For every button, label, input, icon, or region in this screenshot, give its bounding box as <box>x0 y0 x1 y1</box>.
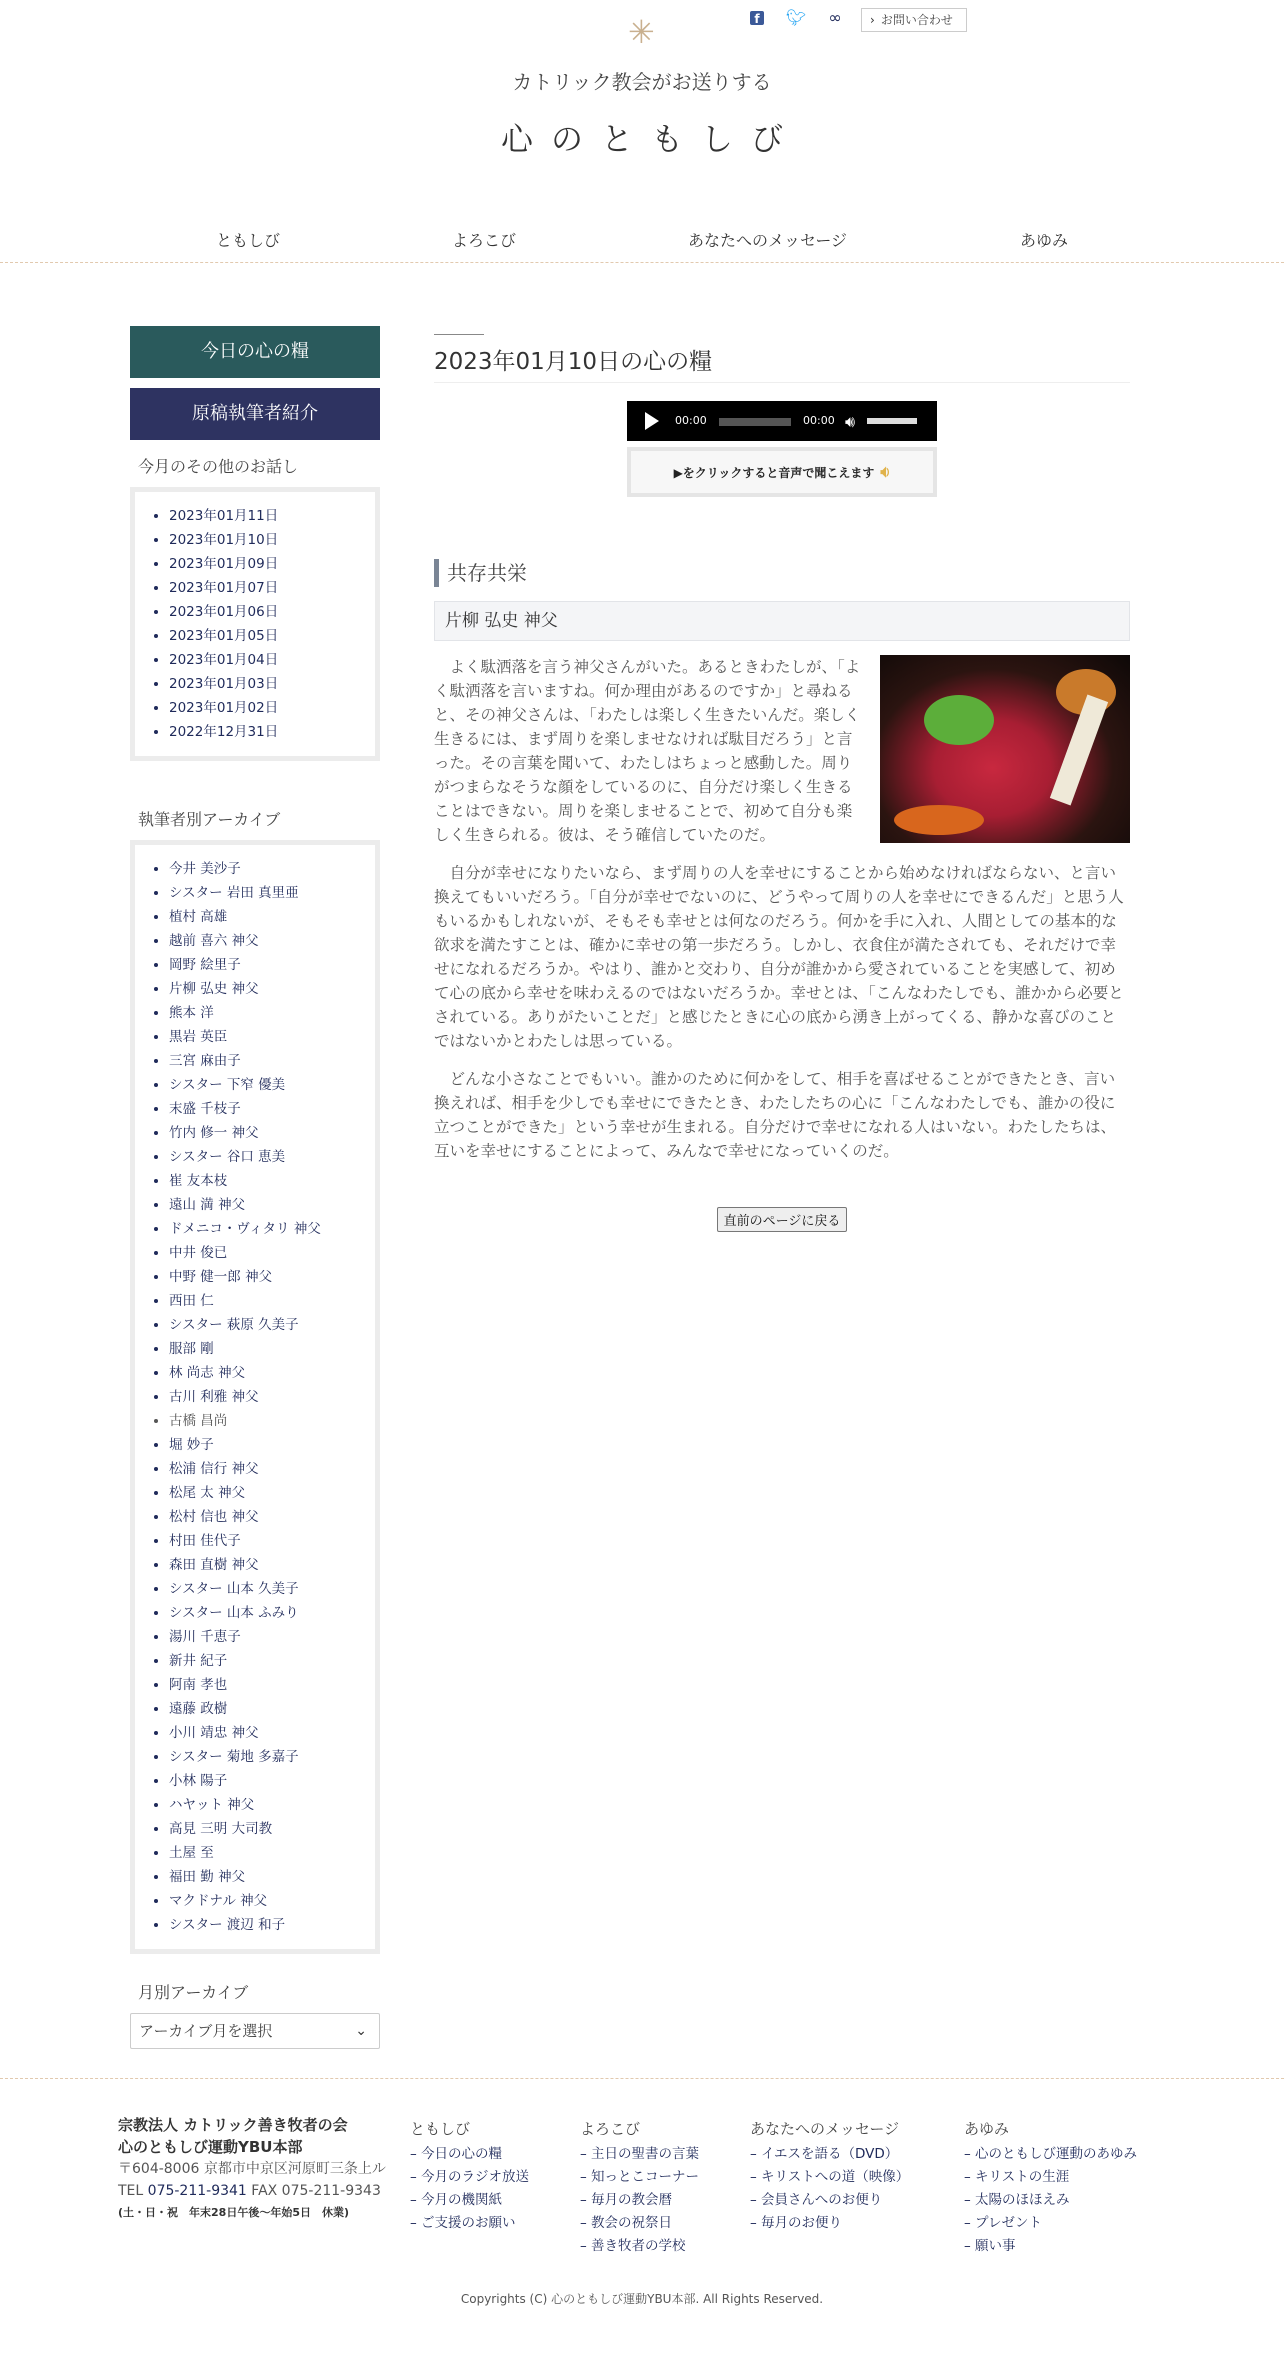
nav-item-message[interactable]: あなたへのメッセージ <box>688 231 848 250</box>
sparkle-icon: ✳ <box>628 13 655 51</box>
author-item[interactable]: • シスター 山本 ふみり <box>169 1601 375 1625</box>
author-item[interactable]: • 中井 俊已 <box>169 1241 375 1265</box>
author-item[interactable]: • 今井 美沙子 <box>169 857 375 881</box>
author-list <box>135 857 375 1937</box>
author-list-box <box>130 840 380 1954</box>
monthly-archive-heading: 月別アーカイブ <box>138 1983 249 2002</box>
footer-link[interactable]: – 会員さんへのお便り <box>750 2189 909 2212</box>
org-name-1: 宗教法人 カトリック善き牧者の会 <box>118 2116 348 2134</box>
footer-link[interactable]: – 心のともしび運動のあゆみ <box>964 2143 1137 2166</box>
author-item[interactable]: • 土屋 至 <box>169 1841 375 1865</box>
org-address: 〒604-8006 京都市中京区河原町三条上ル <box>118 2161 386 2177</box>
author-item[interactable]: • 福田 勤 神父 <box>169 1865 375 1889</box>
tel-number[interactable]: 075-211-9341 <box>147 2183 247 2199</box>
contact-button[interactable] <box>861 8 967 32</box>
author-item[interactable]: • 竹内 修一 神父 <box>169 1121 375 1145</box>
photo-vegetable-shape <box>924 695 994 745</box>
author-item[interactable]: • ドメニコ・ヴィタリ 神父 <box>169 1217 375 1241</box>
audio-hint <box>627 447 937 497</box>
author-item[interactable]: • 岡野 絵里子 <box>169 953 375 977</box>
author-item[interactable]: • 西田 仁 <box>169 1289 375 1313</box>
article-paragraph: よく駄洒落を言う神父さんがいた。あるときわたしが、「よく駄洒落を言いますね。何か理由があるのですか」と尋ねると、その神父さんは、「わたしは楽しく生きたいんだ。楽しく生きるには、まず周りを楽しませなければ駄目だろう」と言った。その言葉を聞いて、わたしはちょっと感動した。周りがつまらなそうな顔をしているのに、自分だけ楽しく生きることはできない。周りを楽しませることで、初めて自分も楽しく生きられる。彼は、そう確信していたのだ。 <box>434 658 861 844</box>
copyright: Copyrights (C) 心のともしび運動YBU本部. All Rights Reserved. <box>460 2292 824 2306</box>
month-item[interactable]: • 2023年01月07日 <box>169 576 375 600</box>
month-item[interactable]: • 2023年01月06日 <box>169 600 375 624</box>
fax-number: FAX 075-211-9343 <box>251 2183 381 2199</box>
article-paragraph: どんな小さなことでもいい。誰かのために何かをして、相手を喜ばせることができたとき、言い換えれば、相手を少しでも幸せにできたとき、わたしたちの心に「こんなわたしでも、誰かの役に立つことができた」という幸せが生まれる。自分だけで幸せになれる人はいない。わたしたちは、互いを幸せにすることによって、みんなで幸せになっていくのだ。 <box>434 1070 1117 1160</box>
author-item[interactable]: • 村田 佳代子 <box>169 1529 375 1553</box>
author-item[interactable]: • 阿南 孝也 <box>169 1673 375 1697</box>
archive-month-select[interactable] <box>130 2013 380 2049</box>
footer-link[interactable]: – キリストの生涯 <box>964 2166 1137 2189</box>
footer-link[interactable]: – 今日の心の糧 <box>410 2143 529 2166</box>
site-tagline: カトリック教会がお送りする <box>512 70 772 94</box>
footer-col-heading[interactable]: あなたへのメッセージ <box>750 2120 900 2138</box>
footer-col-message <box>750 2118 909 2235</box>
author-item[interactable]: • 古橋 昌尚 <box>169 1409 375 1433</box>
author-item[interactable]: • 高見 三明 大司教 <box>169 1817 375 1841</box>
author-item[interactable]: • 遠山 満 神父 <box>169 1193 375 1217</box>
footer-col-yorokobi <box>580 2118 699 2258</box>
article-author: 片柳 弘史 神父 <box>434 601 1130 641</box>
footer-link[interactable]: – イエスを語る（DVD） <box>750 2143 909 2166</box>
audio-duration: 00:00 <box>803 414 835 427</box>
month-heading: 今月のその他のお話し <box>138 457 299 476</box>
month-item[interactable]: • 2023年01月05日 <box>169 624 375 648</box>
contact-label: お問い合わせ <box>880 13 953 27</box>
author-item[interactable]: • 林 尚志 神父 <box>169 1361 375 1385</box>
author-item[interactable]: • 遠藤 政樹 <box>169 1697 375 1721</box>
photo-pan-shape <box>894 805 984 835</box>
footer-link[interactable]: – ご支援のお願い <box>410 2212 529 2235</box>
author-item[interactable]: • 越前 喜六 神父 <box>169 929 375 953</box>
link-icon[interactable]: ∞ <box>828 8 842 27</box>
nav-divider <box>0 262 1284 263</box>
author-item[interactable]: • 中野 健一郎 神父 <box>169 1265 375 1289</box>
back-button-wrap <box>434 1207 1130 1232</box>
footer-link[interactable]: – 主日の聖書の言葉 <box>580 2143 699 2166</box>
footer-link[interactable]: – 知っとこコーナー <box>580 2166 699 2189</box>
footer-col-heading[interactable]: ともしび <box>410 2120 471 2138</box>
footer-organization <box>118 2114 386 2224</box>
footer-link[interactable]: – 太陽のほほえみ <box>964 2189 1137 2212</box>
author-item[interactable]: • 湯川 千恵子 <box>169 1625 375 1649</box>
author-item[interactable]: • シスター 谷口 恵美 <box>169 1145 375 1169</box>
month-item[interactable]: • 2022年12月31日 <box>169 720 375 744</box>
month-item[interactable]: • 2023年01月10日 <box>169 528 375 552</box>
author-item[interactable]: • シスター 下窄 優美 <box>169 1073 375 1097</box>
play-icon[interactable] <box>645 412 659 430</box>
audio-hint-text: ▶をクリックすると音声で聞こえます <box>673 466 875 480</box>
author-item[interactable]: • 植村 高雄 <box>169 905 375 929</box>
month-list <box>135 504 375 744</box>
tel-label: TEL <box>118 2183 144 2199</box>
author-item[interactable]: • シスター 山本 久美子 <box>169 1577 375 1601</box>
month-item[interactable]: • 2023年01月03日 <box>169 672 375 696</box>
footer-link[interactable]: – 願い事 <box>964 2235 1137 2258</box>
chevron-down-icon: ⌄ <box>355 2023 367 2039</box>
author-item[interactable]: • 服部 剛 <box>169 1337 375 1361</box>
author-item[interactable]: • 古川 利雅 神父 <box>169 1385 375 1409</box>
footer-col-heading[interactable]: あゆみ <box>964 2120 1010 2138</box>
month-item[interactable]: • 2023年01月09日 <box>169 552 375 576</box>
footer-divider <box>0 2078 1284 2079</box>
footer-col-heading[interactable]: よろこび <box>580 2120 641 2138</box>
author-item[interactable]: • 新井 紀子 <box>169 1649 375 1673</box>
author-item[interactable]: • シスター 渡辺 和子 <box>169 1913 375 1937</box>
author-item[interactable]: • シスター 菊地 多嘉子 <box>169 1745 375 1769</box>
article-photo <box>880 655 1130 843</box>
author-item[interactable]: • 黒岩 英臣 <box>169 1025 375 1049</box>
org-name-2: 心のともしび運動YBU本部 <box>118 2138 303 2156</box>
footer-link[interactable]: – 毎月のお便り <box>750 2212 909 2235</box>
nav-item-ayumi[interactable]: あゆみ <box>1020 231 1069 250</box>
twitter-icon[interactable]: 🐦︎ <box>786 8 807 27</box>
author-item[interactable]: • 松浦 信行 神父 <box>169 1457 375 1481</box>
footer-col-ayumi <box>964 2118 1137 2258</box>
social-links <box>750 8 842 27</box>
sidebar <box>130 326 380 2049</box>
today-button[interactable]: 今日の心の糧 <box>130 326 380 378</box>
org-hours: (土・日・祝 年末28日午後〜年始5日 休業) <box>118 2206 350 2219</box>
footer-link[interactable]: – 今月のラジオ放送 <box>410 2166 529 2189</box>
site-title[interactable]: 心のともしび <box>500 120 801 158</box>
chevron-right-icon: › <box>870 13 875 27</box>
section-title: 共存共栄 <box>434 559 1130 587</box>
author-item[interactable]: • 小林 陽子 <box>169 1769 375 1793</box>
author-item[interactable]: • シスター 萩原 久美子 <box>169 1313 375 1337</box>
footer-link[interactable]: – プレゼント <box>964 2212 1137 2235</box>
volume-slider[interactable] <box>867 418 917 424</box>
audio-progress-bar[interactable] <box>719 418 791 426</box>
footer-link[interactable]: – 今月の機関紙 <box>410 2189 529 2212</box>
article-paragraph: 自分が幸せになりたいなら、まず周りの人を幸せにすることから始めなければならない、と言い換えてもいいだろう。「自分が幸せでないのに、どうやって周りの人を幸せにできるんだ」と思う人もいるかもしれないが、そもそも幸せとは何なのだろう。何かを手に入れ、人間としての基本的な欲求を満たすことは、確かに幸せの第一歩だろう。しかし、衣食住が満たされても、それだけで幸せになれるだろうか。やはり、誰かと交わり、自分が誰かから愛されていることを実感して、初めて心の底から幸せを味わえるのではないだろうか。幸せとは、「こんなわたしでも、誰かから必要とされている。ありがたいことだ」と感じたときに心の底から湧き上がってくる、静かな喜びのことではないかとわたしは思っている。 <box>434 864 1124 1050</box>
org-phone <box>118 2180 386 2202</box>
author-item[interactable]: • 熊本 洋 <box>169 1001 375 1025</box>
month-item[interactable]: • 2023年01月11日 <box>169 504 375 528</box>
speaker-icon: 🔉︎ <box>880 462 891 481</box>
back-button[interactable]: 直前のページに戻る <box>717 1207 848 1232</box>
audio-current-time: 00:00 <box>675 414 707 427</box>
global-nav <box>0 222 1284 266</box>
author-item[interactable]: • 末盛 千枝子 <box>169 1097 375 1121</box>
footer-link[interactable]: – 教会の祝祭日 <box>580 2212 699 2235</box>
nav-item-tomoshibi[interactable]: ともしび <box>216 231 281 250</box>
author-item[interactable]: • 小川 靖忠 神父 <box>169 1721 375 1745</box>
volume-icon[interactable]: 🔊︎ <box>845 412 856 431</box>
author-item[interactable]: • 松村 信也 神父 <box>169 1505 375 1529</box>
author-item[interactable]: • マクドナル 神父 <box>169 1889 375 1913</box>
month-item[interactable]: • 2023年01月02日 <box>169 696 375 720</box>
top-bar <box>0 0 1284 60</box>
author-item[interactable]: • 崔 友本枝 <box>169 1169 375 1193</box>
author-archive-heading: 執筆者別アーカイブ <box>138 810 281 829</box>
author-item[interactable]: • シスター 岩田 真里亜 <box>169 881 375 905</box>
authors-button[interactable]: 原稿執筆者紹介 <box>130 388 380 440</box>
title-rule <box>434 334 484 335</box>
month-list-box <box>130 487 380 761</box>
author-item[interactable]: • 松尾 太 神父 <box>169 1481 375 1505</box>
audio-player <box>627 401 937 441</box>
author-item[interactable]: • 堀 妙子 <box>169 1433 375 1457</box>
author-item[interactable]: • 森田 直樹 神父 <box>169 1553 375 1577</box>
footer-link[interactable]: – 善き牧者の学校 <box>580 2235 699 2258</box>
author-item[interactable]: • ハヤット 神父 <box>169 1793 375 1817</box>
month-item[interactable]: • 2023年01月04日 <box>169 648 375 672</box>
footer-link[interactable]: – キリストへの道（映像） <box>750 2166 909 2189</box>
nav-item-yorokobi[interactable]: よろこび <box>452 231 517 250</box>
footer-link[interactable]: – 毎月の教会暦 <box>580 2189 699 2212</box>
archive-select-label: アーカイブ月を選択 <box>139 2022 273 2040</box>
author-item[interactable]: • 三宮 麻由子 <box>169 1049 375 1073</box>
page-title: 2023年01月10日の心の糧 <box>434 343 1130 383</box>
author-item[interactable]: • 片柳 弘史 神父 <box>169 977 375 1001</box>
article-body <box>434 655 1130 1163</box>
facebook-icon[interactable]: f <box>750 11 764 25</box>
main-content <box>434 326 1130 1232</box>
footer-col-tomoshibi <box>410 2118 529 2235</box>
